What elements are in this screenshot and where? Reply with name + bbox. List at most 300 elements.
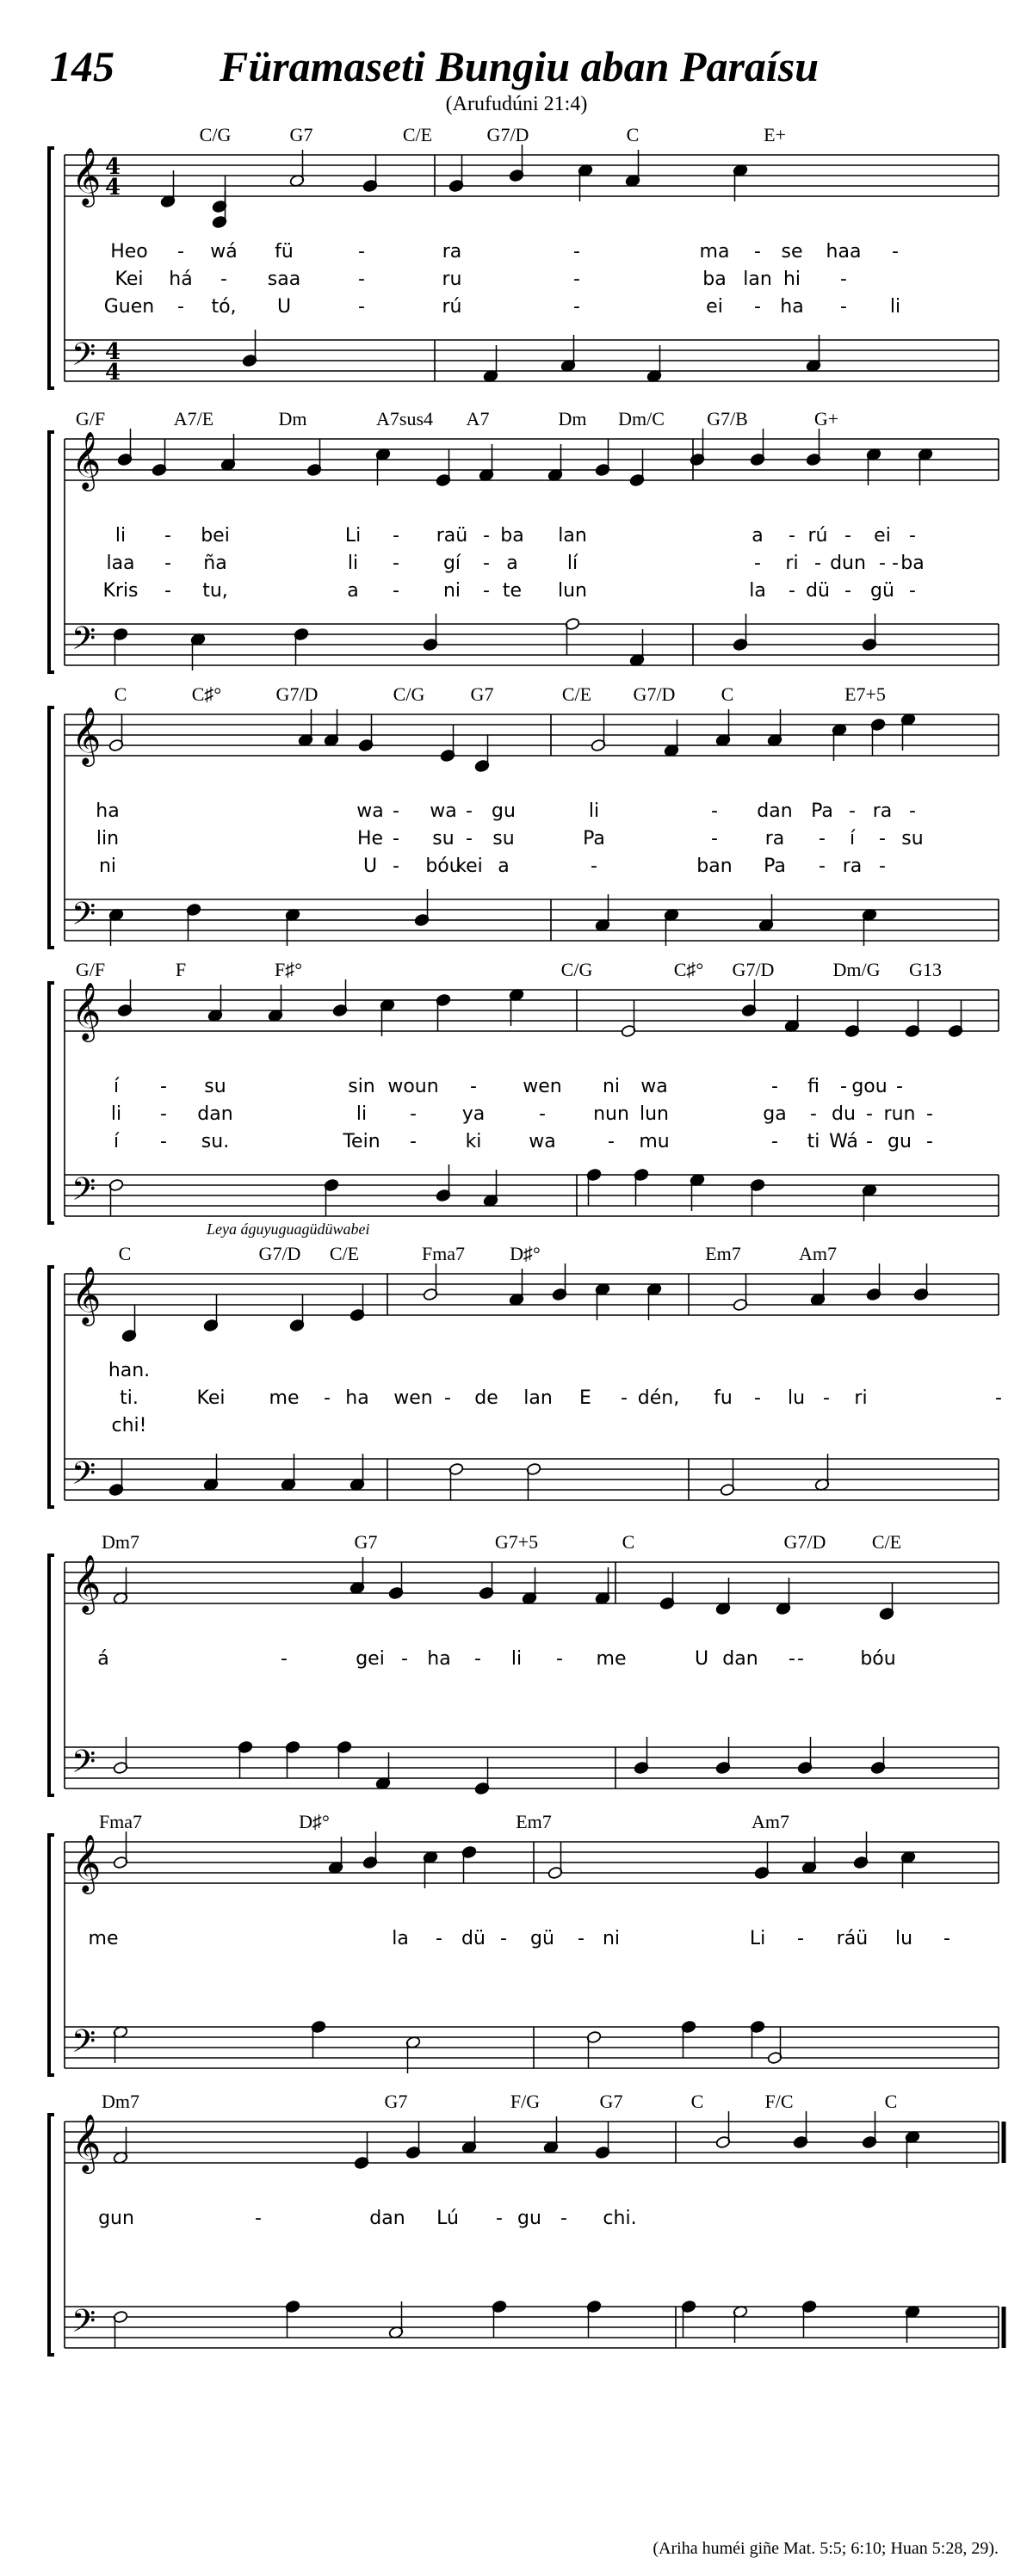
lyric-syllable: - [844,580,851,602]
lyric-syllable: ki [465,1131,482,1152]
score-system [0,1807,1033,2083]
lyric-syllable: ra [872,800,893,822]
chord-symbol: Dm [278,408,307,429]
lyric-syllable: fi [807,1076,820,1097]
chord-symbol: Dm/C [618,408,665,429]
lyric-syllable: - [560,2208,567,2229]
lyric-syllable: - [754,553,761,574]
chord-symbol: C/E [561,683,592,705]
lyric-syllable: lun [558,580,587,602]
lyric-syllable: saa [267,269,301,290]
lyric-syllable: lu [787,1387,806,1409]
chord-symbol: A7 [466,408,490,429]
chord-symbol: G7/D [732,959,775,980]
chord-symbol: E+ [764,124,786,145]
lyric-syllable: - [866,1131,873,1152]
lyric-syllable: - [819,856,826,877]
lyric-syllable: - [444,1387,451,1409]
chord-symbol: A7sus4 [375,408,434,429]
lyric-syllable: su [432,828,455,849]
lyric-syllable: - [879,553,886,574]
lyric-syllable: - [164,580,171,602]
lyric-syllable: - [393,800,399,822]
lyric-syllable: - [909,800,916,822]
lyric-syllable: - [711,800,718,822]
lyric-syllable: - [892,553,899,574]
chord-symbol: F/G [510,2091,541,2112]
lyric-syllable: - [608,1131,615,1152]
bass-clef: 𝄢 [71,1744,96,1788]
chord-symbol: C [118,1243,132,1264]
lyric-syllable: fu [714,1387,733,1409]
lyric-syllable: ri [785,553,799,574]
chord-symbol: F♯° [274,959,303,980]
lyric-syllable: Li [344,525,362,547]
lyric-syllable: Pa [583,828,605,849]
chord-symbol: C/G [393,683,425,705]
treble-clef: 𝄞 [71,2113,102,2171]
system-bracket [49,707,54,948]
lyric-syllable: - [483,525,490,547]
lyric-syllable: tó, [211,296,237,318]
chord-symbol: C♯° [191,683,222,705]
lyric-syllable: chi. [603,2208,637,2229]
chord-symbol: Am7 [799,1243,837,1264]
lyric-syllable: ma [699,241,730,263]
lyric-syllable: - [840,296,847,318]
lyric-syllable: Kei [196,1387,226,1409]
lyric-syllable: wa [640,1076,668,1097]
lyric-syllable: - [909,525,916,547]
chord-symbol: G+ [813,408,839,429]
lyric-syllable: ru [442,269,462,290]
lyric-syllable: run [883,1103,916,1125]
lyric-syllable: wa [430,800,457,822]
lyric-syllable: ni [602,1928,621,1949]
lyric-syllable: U [276,296,292,318]
lyric-syllable: ga [763,1103,787,1125]
lyric-syllable: gou [851,1076,888,1097]
lyric-syllable: - [393,553,399,574]
lyric-syllable: - [466,828,473,849]
lyric-syllable: li [347,553,359,574]
lyric-syllable: li [356,1103,368,1125]
lyric-syllable: - [879,828,886,849]
lyric-syllable: lí [566,553,578,574]
lyric-syllable: - [789,580,795,602]
lyric-syllable: - [164,553,171,574]
hymn-number: 145 [50,42,114,90]
lyric-syllable: - [220,269,227,290]
chord-symbol: C [721,683,734,705]
lyric-syllable: - [483,580,490,602]
lyric-syllable: - [819,828,826,849]
lyric-syllable: mu [639,1131,670,1152]
lyric-syllable: rú [807,525,828,547]
lyric-syllable: - [177,241,184,263]
bass-clef: 𝄢 [71,2023,96,2067]
lyric-syllable: ráü [836,1928,869,1949]
lyric-syllable: gei [356,1648,385,1670]
lyric-syllable: li [510,1648,523,1670]
lyric-syllable: woun [387,1076,439,1097]
lyric-syllable: a [347,580,359,602]
lyric-syllable: me [596,1648,627,1670]
chord-symbol: Dm/G [832,959,881,980]
lyric-syllable: - [810,1103,817,1125]
chord-symbol: Fma7 [98,1811,143,1832]
lyric-syllable: gun [98,2208,134,2229]
lyric-syllable: U [694,1648,709,1670]
chord-symbol: G7/D [258,1243,301,1264]
lyric-syllable: í [113,1131,120,1152]
lyric-syllable: lan [523,1387,553,1409]
lyric-syllable: tu, [202,580,228,602]
lyric-syllable: dun [830,553,866,574]
lyric-syllable: ba [900,553,925,574]
lyric-syllable: su [901,828,924,849]
chord-symbol: C [690,2091,704,2112]
lyric-syllable: gü [530,1928,554,1949]
lyric-syllable: - [943,1928,950,1949]
lyric-syllable: haa [826,241,862,263]
hymn-header [0,0,1033,129]
lyric-syllable: - [621,1387,628,1409]
lyric-syllable: ri [854,1387,868,1409]
time-signature-top: 4 [105,154,121,180]
lyric-syllable: - [573,241,580,263]
lyric-syllable: fü [275,241,294,263]
lyric-syllable: dü [806,580,830,602]
chord-symbol: Fma7 [421,1243,466,1264]
lyric-syllable: la [749,580,766,602]
lyric-syllable: a [506,553,518,574]
lyric-syllable: - [578,1928,585,1949]
lyric-syllable: wen [523,1076,562,1097]
lyric-syllable: - [539,1103,546,1125]
lyric-syllable: ni [98,856,117,877]
system-bracket [49,2115,54,2355]
lyric-syllable: a [752,525,764,547]
lyric-syllable: ha [780,296,804,318]
chord-symbol: C/E [871,1531,902,1553]
chord-symbol: D♯° [510,1243,541,1264]
chord-symbol: C♯° [673,959,704,980]
lyric-syllable: há [169,269,193,290]
treble-clef: 𝄞 [71,146,102,205]
lyric-syllable: raü [436,525,468,547]
time-signature-top: 4 [105,339,121,365]
lyric-syllable: me [269,1387,300,1409]
lyric-syllable: - [909,580,916,602]
time-signature-bottom: 4 [105,360,121,386]
lyric-syllable: ra [842,856,863,877]
lyric-syllable: - [358,269,365,290]
footer-scripture-reference: (Ariha huméi giñe Mat. 5:5; 6:10; Huan 5:28, 29). [653,2539,999,2558]
bass-clef: 𝄢 [71,1171,96,1215]
lyric-syllable: - [995,1387,1002,1409]
chord-symbol: G7 [384,2091,408,2112]
chord-symbol: G7/D [275,683,319,705]
lyric-syllable: ti. [120,1387,139,1409]
lyric-syllable: - [840,1076,847,1097]
bass-clef: 𝄢 [71,337,96,380]
lyric-syllable: He [356,828,384,849]
bass-clef: 𝄢 [71,2303,96,2347]
system-bracket [49,983,54,1223]
lyric-syllable: ni [442,580,461,602]
chord-symbol: G7/D [633,683,676,705]
staff-system-graphic [0,1807,1033,2083]
lyric-syllable: li [588,800,600,822]
lyric-syllable: - [711,828,718,849]
lyric-syllable: li [889,296,901,318]
lyric-syllable: - [849,800,856,822]
lyric-syllable: ni [602,1076,621,1097]
lyric-syllable: í [113,1076,120,1097]
hymn-title: Füramaseti Bungiu aban Paraísu [220,42,820,90]
lyric-syllable: - [591,856,597,877]
lyric-syllable: dü [461,1928,486,1949]
lyric-syllable: li [114,525,127,547]
lyric-syllable: - [797,1648,804,1670]
lyric-syllable: dan [197,1103,233,1125]
lyric-syllable: a [498,856,510,877]
lyric-syllable: - [573,269,580,290]
lyric-syllable: du [832,1103,856,1125]
lyric-syllable: nun [593,1103,629,1125]
lyric-syllable: - [483,553,490,574]
lyric-syllable: - [496,2208,503,2229]
chord-symbol: G/F [75,959,106,980]
lyric-syllable: - [470,1076,477,1097]
lyric-syllable: ra [442,241,462,263]
chord-symbol: C [626,124,640,145]
lyric-syllable: lun [640,1103,669,1125]
lyric-syllable: - [160,1103,167,1125]
treble-clef: 𝄞 [71,430,102,489]
lyric-syllable: gu [888,1131,912,1152]
score-system [0,1528,1033,1803]
chord-symbol: Em7 [516,1811,552,1832]
lyric-syllable: chi! [111,1415,147,1436]
lyric-syllable: lin [96,828,120,849]
score-system [0,955,1033,1231]
lyric-syllable: dan [369,2208,405,2229]
system-bracket [49,1267,54,1507]
lyric-syllable: Heo [110,241,148,263]
lyric-syllable: - [160,1076,167,1097]
lyric-syllable: - [754,296,761,318]
lyric-syllable: ya [461,1103,486,1125]
lyric-syllable: - [358,241,365,263]
score-system [0,120,1033,396]
lyric-syllable: Lú [436,2208,459,2229]
lyric-syllable: - [556,1648,563,1670]
system-bracket [49,432,54,672]
lyric-syllable: - [771,1131,778,1152]
lyric-syllable: ha [345,1387,369,1409]
lyric-syllable: - [771,1076,778,1097]
chord-symbol: C/E [402,124,433,145]
staff-system-graphic [0,120,1033,396]
score-system [0,2087,1033,2363]
lyric-syllable: li [110,1103,122,1125]
lyric-syllable: - [814,553,821,574]
lyric-syllable: ba [500,525,524,547]
chord-symbol: F/C [764,2091,794,2112]
chord-symbol: G7 [470,683,494,705]
lyric-syllable: - [177,296,184,318]
lyric-syllable: ña [203,553,227,574]
lyric-syllable: ban [696,856,733,877]
lyric-syllable: - [393,580,399,602]
lyric-syllable: - [410,1103,417,1125]
staff-system-graphic [0,1239,1033,1515]
lyric-syllable: - [358,296,365,318]
tempo-annotation: Leya águyuguagüdüwabei [207,1220,370,1238]
lyric-syllable: ra [764,828,785,849]
lyric-syllable: - [393,828,399,849]
scripture-reference: (Arufudúni 21:4) [445,93,588,115]
lyric-syllable: Kei [114,269,144,290]
lyric-syllable: ti [807,1131,820,1152]
lyric-syllable: gí [442,553,461,574]
lyric-syllable: - [436,1928,442,1949]
lyric-syllable: Pa [811,800,833,822]
lyric-syllable: - [573,296,580,318]
chord-symbol: G7 [289,124,313,145]
lyric-syllable: ha [96,800,120,822]
lyric-syllable: lan [743,269,772,290]
chord-symbol: C/E [329,1243,360,1264]
lyric-syllable: Guen [103,296,155,318]
lyric-syllable: gu [517,2208,541,2229]
lyric-syllable: - [926,1103,933,1125]
lyric-syllable: hi [782,269,801,290]
lyric-syllable: Tein [343,1131,380,1152]
lyric-syllable: - [255,2208,262,2229]
lyric-syllable: - [866,1103,873,1125]
treble-clef: 𝄞 [71,1833,102,1892]
lyric-syllable: - [789,1648,795,1670]
chord-symbol: G7/D [486,124,529,145]
chord-symbol: G7 [354,1531,378,1553]
time-signature-bottom: 4 [105,175,121,201]
lyric-syllable: lu [894,1928,913,1949]
system-bracket [49,1555,54,1795]
lyric-syllable: - [393,856,399,877]
lyric-syllable: - [160,1131,167,1152]
lyric-syllable: su [204,1076,226,1097]
chord-symbol: G7 [599,2091,623,2112]
score-system [0,405,1033,680]
lyric-syllable: laa [106,553,135,574]
chord-symbol: F [175,959,187,980]
lyric-syllable: á [97,1648,109,1670]
lyric-syllable: - [879,856,886,877]
lyric-syllable: Li [749,1928,766,1949]
lyric-syllable: U [362,856,378,877]
lyric-syllable: rú [442,296,462,318]
bass-clef: 𝄢 [71,896,96,940]
chord-symbol: G7+5 [494,1531,539,1553]
lyric-syllable: - [926,1131,933,1152]
lyric-syllable: gu [492,800,516,822]
chord-symbol: Em7 [705,1243,741,1264]
system-bracket [49,1835,54,2075]
lyric-syllable: su [492,828,515,849]
lyric-syllable: ha [427,1648,451,1670]
lyric-syllable: gü [870,580,894,602]
lyric-syllable: dén, [637,1387,680,1409]
chord-symbol: G7/B [707,408,748,429]
lyric-syllable: - [164,525,171,547]
lyric-syllable: bei [201,525,230,547]
lyric-syllable: - [324,1387,331,1409]
lyric-syllable: sin [348,1076,375,1097]
lyric-syllable: - [410,1131,417,1152]
chord-symbol: C/G [199,124,232,145]
lyric-syllable: - [466,800,473,822]
staff-system-graphic [0,2087,1033,2363]
lyric-syllable: - [474,1648,481,1670]
chord-symbol: Am7 [752,1811,789,1832]
chord-symbol: C [622,1531,635,1553]
chord-symbol: C/G [560,959,593,980]
lyric-syllable: bóu [425,856,461,877]
lyric-syllable: - [797,1928,804,1949]
lyric-syllable: - [393,525,399,547]
bass-clef: 𝄢 [71,621,96,664]
lyric-syllable: de [474,1387,498,1409]
chord-symbol: G/F [75,408,106,429]
lyric-syllable: bóu [860,1648,896,1670]
lyric-syllable: han. [108,1360,151,1381]
lyric-syllable: se [781,241,803,263]
chord-symbol: Dm [558,408,587,429]
lyric-syllable: dan [757,800,793,822]
lyric-syllable: - [754,241,761,263]
system-bracket [49,148,54,388]
lyric-syllable: - [844,525,851,547]
lyric-syllable: Kris [102,580,139,602]
lyric-syllable: - [754,1387,761,1409]
lyric-syllable: - [500,1928,507,1949]
score-system [0,1220,1033,1515]
treble-clef: 𝄞 [71,1554,102,1612]
lyric-syllable: ei [706,296,723,318]
chord-symbol: C [884,2091,898,2112]
lyric-syllable: me [88,1928,119,1949]
lyric-syllable: - [823,1387,830,1409]
lyric-syllable: wa [529,1131,556,1152]
lyric-syllable: - [840,269,847,290]
lyric-syllable: te [502,580,523,602]
lyric-syllable: kei [455,856,483,877]
lyric-syllable: - [401,1648,408,1670]
lyric-syllable: Pa [764,856,786,877]
lyric-syllable: lan [558,525,587,547]
score-system [0,680,1033,955]
bass-clef: 𝄢 [71,1455,96,1499]
chord-symbol: Dm7 [102,2091,139,2112]
lyric-syllable: - [281,1648,288,1670]
lyric-syllable: wen [393,1387,433,1409]
lyric-syllable: ba [702,269,727,290]
chord-symbol: A7/E [173,408,214,429]
lyric-syllable: su. [201,1131,230,1152]
